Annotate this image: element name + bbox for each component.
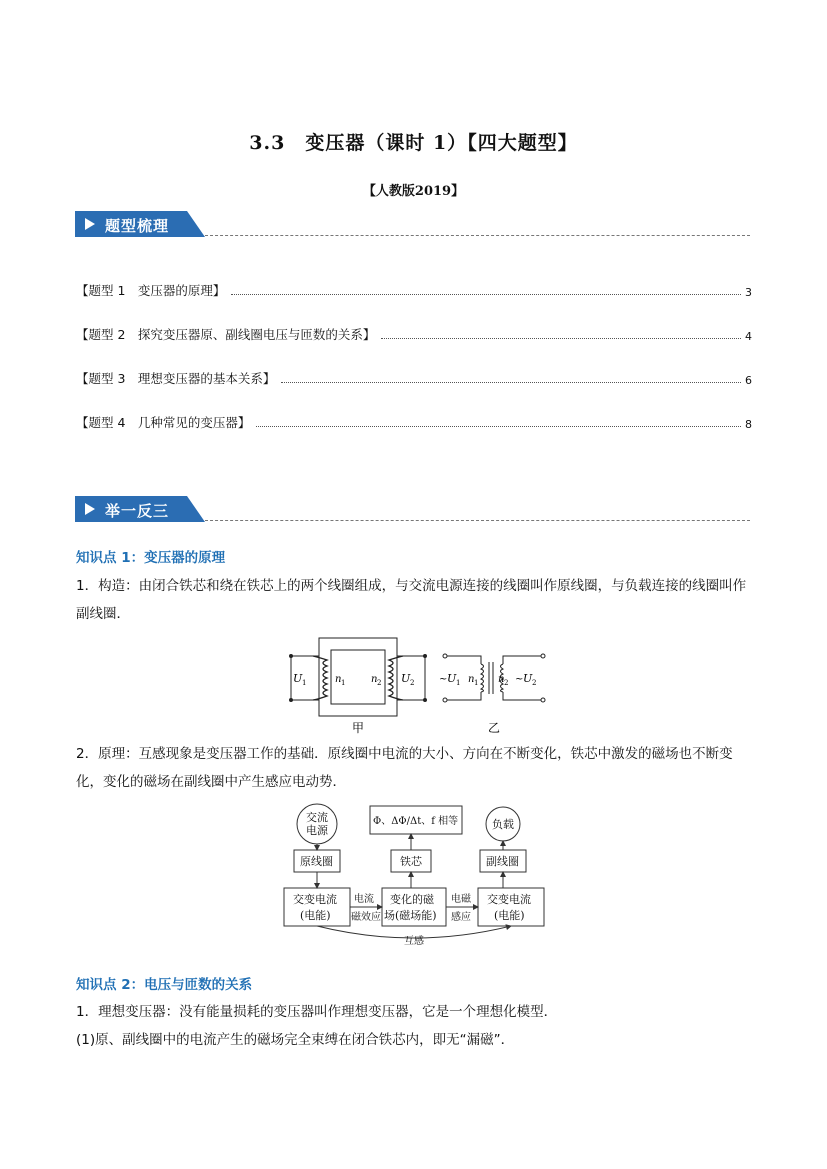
toc-leader [231, 294, 741, 295]
toc-item-label: 【题型 3 理想变压器的基本关系】 [76, 371, 276, 386]
yi-n2-label: n [498, 674, 505, 685]
principle-flow-diagram [280, 800, 550, 948]
toc-page-number: 6 [745, 374, 752, 387]
n1-sub: 1 [341, 679, 346, 687]
divider [205, 520, 750, 521]
paragraph: 2．原理：互感现象是变压器工作的基础．原线圈中电流的大小、方向在不断变化，铁芯中激发的磁场也不断变化，变化的磁场在副线圈中产生感应电动势． [76, 746, 733, 790]
yi-n1-sub: 1 [474, 679, 479, 687]
toc-item-label: 【题型 4 几种常见的变压器】 [76, 415, 251, 430]
yi-u1-sub: 1 [456, 679, 461, 687]
paragraph: (1)原、副线圈中的电流产生的磁场完全束缚在闭合铁芯内，即无“漏磁”． [76, 1032, 515, 1048]
arrow-label-induction: 感应 [451, 912, 471, 923]
examples-banner-label: 举一反三 [105, 502, 170, 520]
source-label-2: 电源 [306, 824, 328, 837]
toc-banner-label: 题型梳理 [105, 217, 170, 235]
n1-label: n [335, 674, 342, 685]
toc-item[interactable] [76, 281, 752, 299]
toc-leader [381, 338, 741, 339]
tilde-2: ~ [515, 674, 524, 685]
jia-caption: 甲 [352, 721, 365, 735]
divider [205, 235, 750, 236]
yi-u1-label: U [447, 672, 457, 685]
yi-u2-sub: 2 [532, 679, 537, 687]
toc-leader [281, 382, 741, 383]
examples-banner [75, 496, 205, 522]
u1-sub: 1 [302, 679, 307, 687]
edition-label: 【人教版2019】 [362, 184, 465, 199]
n2-label: n [371, 674, 378, 685]
ac-input-label-1: 交变电流 [293, 893, 337, 906]
yi-caption: 乙 [488, 721, 501, 735]
arrow-label-magnetic: 磁效应 [351, 912, 381, 923]
page-title: 3.3 变压器（课时 1）【四大题型】 [249, 132, 578, 154]
n2-sub: 2 [377, 679, 382, 687]
knowledge-point-heading: 知识点 2：电压与匝数的关系 [76, 977, 253, 993]
toc-page-number: 8 [745, 418, 752, 431]
paragraph: 1．构造：由闭合铁芯和绕在铁芯上的两个线圈组成，与交流电源连接的线圈叫作原线圈，与负载连接的线圈叫作副线圈． [76, 578, 747, 622]
load-label: 负载 [492, 818, 514, 831]
toc-page-number: 4 [745, 330, 752, 343]
toc-leader [256, 426, 741, 427]
toc-item[interactable] [76, 413, 752, 431]
u2-label: U [401, 672, 411, 685]
toc-item[interactable] [76, 325, 752, 343]
ac-output-label-1: 交变电流 [487, 893, 531, 906]
secondary-label: 副线圈 [486, 855, 519, 868]
arrow-label-em: 电磁 [451, 894, 471, 905]
transformer-figure [285, 634, 555, 738]
yi-n2-sub: 2 [504, 679, 509, 687]
paragraph: 1．理想变压器：没有能量损耗的变压器叫作理想变压器，它是一个理想化模型． [76, 1004, 558, 1020]
yi-u2-label: U [523, 672, 533, 685]
source-label-1: 交流 [306, 811, 328, 824]
primary-label: 原线圈 [300, 855, 333, 868]
knowledge-point-heading: 知识点 1：变压器的原理 [76, 550, 226, 566]
toc-banner [75, 211, 205, 237]
toc-item-label: 【题型 1 变压器的原理】 [76, 283, 226, 298]
tilde-1: ~ [439, 674, 448, 685]
ac-input-label-2: (电能) [300, 909, 331, 922]
mutual-label: 互感 [404, 936, 424, 947]
yi-n1-label: n [468, 674, 475, 685]
u1-label: U [293, 672, 303, 685]
field-label-2: 场(磁场能) [384, 909, 437, 922]
core-label: 铁芯 [400, 855, 422, 868]
toc-page-number: 3 [745, 286, 752, 299]
field-label-1: 变化的磁 [390, 893, 434, 906]
u2-sub: 2 [410, 679, 415, 687]
ac-output-label-2: (电能) [494, 909, 525, 922]
flux-label: Φ、ΔΦ/Δt、f 相等 [373, 816, 459, 827]
arrow-label-current: 电流 [354, 894, 374, 905]
toc-item-label: 【题型 2 探究变压器原、副线圈电压与匝数的关系】 [76, 327, 376, 342]
toc-item[interactable] [76, 369, 752, 387]
